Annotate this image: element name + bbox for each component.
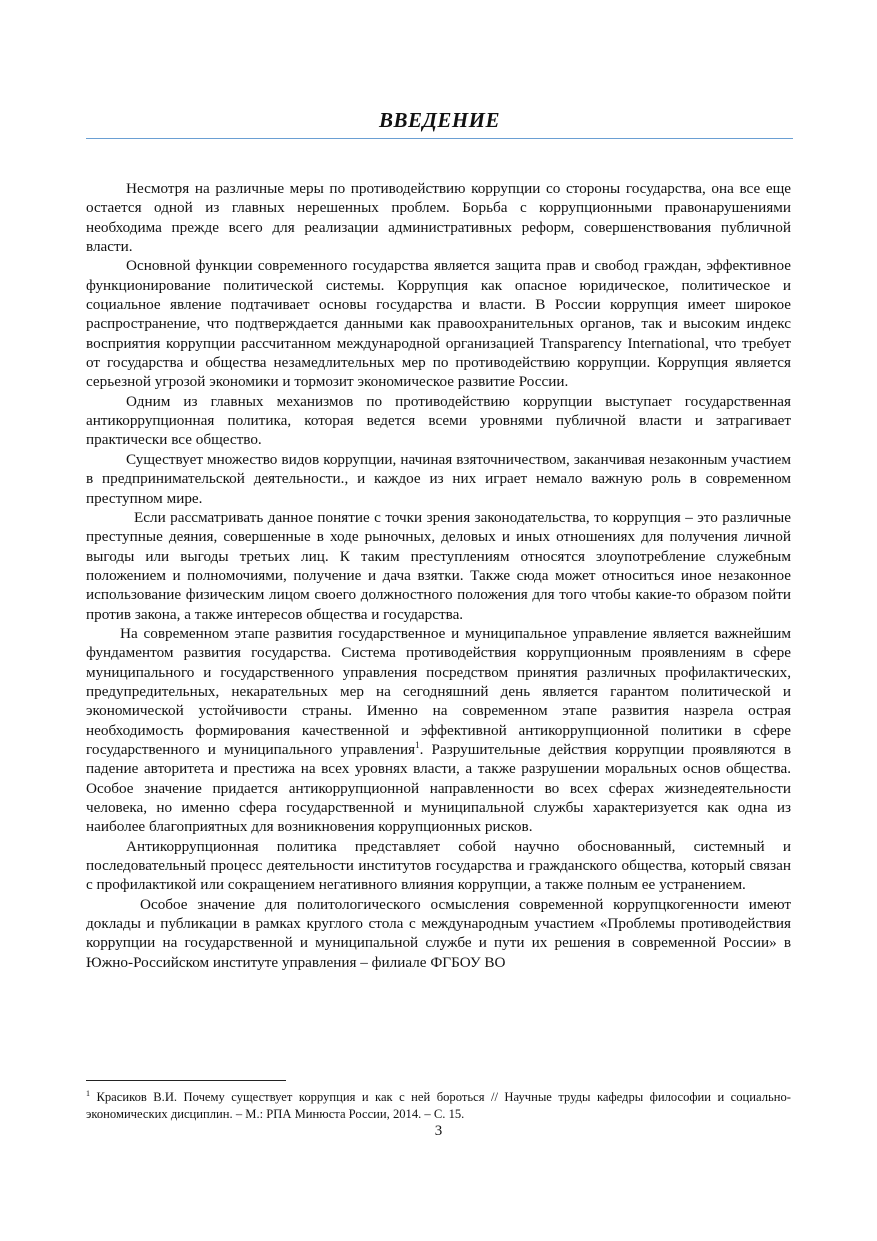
paragraph-3: Одним из главных механизмов по противодействию коррупции выступает государственная антикоррупционная политика, которая ведется всеми уровнями публичной власти и затрагивает практически все общество.	[86, 392, 791, 449]
body-text	[86, 179, 791, 972]
paragraph-6-text-start: На современном этапе развития государственное и муниципальное управление является важнейшим фундаментом развития государства. Система противодействия коррупционным проявлениям в сфере муниципального и государственного управления посредством принятия различных профилактических, предупредительных, некарательных мер на сегодняшний день является гарантом политической и экономической устойчивости страны. Именно на современном этапе развития назрела острая необходимость формирования качественной и эффективной антикоррупционной политики в сфере государственного и муниципального управления	[86, 624, 791, 758]
paragraph-8: Особое значение для политологического осмысления современной коррупцкогенности имеют доклады и публикации в рамках круглого стола с международным участием «Проблемы противодействия коррупции на государственной и муниципальной службе и пути их решения в современной России» в Южно-Российском институте управления – филиале ФГБОУ ВО	[86, 895, 791, 971]
footnote-reference[interactable]: 1	[415, 739, 420, 750]
footnote-separator	[86, 1080, 286, 1081]
paragraph-6-text-end: . Разрушительные действия коррупции проявляются в падение авторитета и престижа на всех уровнях власти, а также разрушении моральных основ общества. Особое значение придается антикоррупционной направленности во всех сферах жизнедеятельности человека, но именно сфера государственной и муниципальной службы характеризуется как одна из наиболее благоприятных для возникновения коррупционных рисков.	[86, 740, 791, 836]
paragraph-2: Основной функции современного государства является защита прав и свобод граждан, эффективное функционирование политической системы. Коррупция как опасное юридическое, политическое и социальное явление подтачивает основы государства и власти. В России коррупция имеет широкое распространение, что подтверждается данными как правоохранительных органов, так и высоким индекс восприятия коррупции рассчитанном международной организацией Transparency International, что требует от государства и общества незамедлительных мер по противодействию коррупции. Коррупция является серьезной угрозой экономики и тормозит экономическое развитие России.	[86, 257, 791, 391]
footnote	[86, 1089, 791, 1123]
title-underline-rule	[86, 138, 793, 139]
paragraph-6	[86, 624, 791, 837]
paragraph-7: Антикоррупционная политика представляет собой научно обоснованный, системный и последовательный процесс деятельности институтов государства и гражданского общества, который связан с профилактикой или сокращением негативного влияния коррупции, а также полным ее устранением.	[86, 837, 791, 894]
footnote-text: Красиков В.И. Почему существует коррупция и как с ней бороться // Научные труды кафедры философии и социально-экономических дисциплин. – М.: РПА Минюста России, 2014. – С. 15.	[86, 1090, 791, 1121]
page-title: ВВЕДЕНИЕ	[378, 108, 501, 132]
paragraph-4: Существует множество видов коррупции, начиная взяточничеством, заканчивая незаконным участием в предпринимательской деятельности., и каждое из них играет немало важную роль в современном преступном мире.	[86, 450, 791, 507]
page-number: 3	[434, 1123, 443, 1139]
paragraph-1: Несмотря на различные меры по противодействию коррупции со стороны государства, она все еще остается одной из главных нерешенных проблем. Борьба с коррупционными правонарушениями необходима прежде всего для реализации административных реформ, совершенствования публичной власти.	[86, 180, 791, 256]
footnote-marker: 1	[86, 1088, 90, 1098]
paragraph-5: Если рассматривать данное понятие с точки зрения законодательства, то коррупция – это различные преступные деяния, совершенные в ходе рыночных, деловых и иных отношениях для получения личной выгоды или выгоды третьих лиц. К таким преступлениям относятся злоупотребление служебным положением и полномочиями, получение и дача взятки. Также сюда может относиться иное незаконное использование физическим лицом своего должностного положения для того чтобы какие-то образом пойти против закона, а также интересов общества и государства.	[86, 508, 791, 623]
